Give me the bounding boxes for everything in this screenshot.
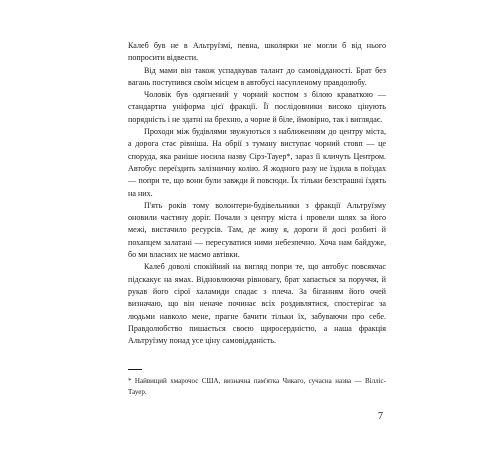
paragraph-2: Від мами він також успадкував талант до самовідданості. Брат без вагань поступився своїм місцем в автобусі насупленому правдолюбу. bbox=[128, 65, 386, 87]
paragraph-6: Калеб доволі спокійний на вигляд попри те, що автобус повсякчас підскакує на ямах. Відновлюючи рівновагу, брат хапається за поруччя, й рукав його сірої халамиди спадає з плеча. За біганням його очей визначаю, що він неначе починає всіх роздивлятися, спостерігає за людьми навколо мене, прагне бачити тільки їх, забуваючи про себе. Правдолюбство пишається своєю щиросердністю, а наша фракція Альтруїзму понад усе ціну самовідданість. bbox=[128, 262, 386, 346]
paragraph-3: Чоловік був одягнений у чорний костюм з білою краваткою — стандартна уніформа цієї фракції. Її послідовники високо цінують порядність і не здатні на брехню, а чорне й біле, ймовірно, так і виглядає. bbox=[128, 90, 386, 124]
paragraph-1: Калеб був не в Альтруїзмі, певна, школярки не могли б від нього попросити відвести. bbox=[128, 41, 386, 63]
paragraph-5: П'ять років тому волонтери-будівельники з фракції Альтруїзму оновили частину доріг. Почали з центру міста і провели шлях за його межі, вистачило ресурсів. Там, де живу я, дороги й досі розбиті й похапцем залатані — пересуватися ними небезпечно. Хоча нам байдуже, бо ми власних не маємо автівки. bbox=[128, 200, 386, 260]
footnote: * Найвищий хмарочос США, визначна пам'ятка Чикаго, сучасна назва — Вілліс-Тауер. bbox=[128, 377, 386, 396]
footnote-divider bbox=[128, 369, 142, 370]
page-number: 7 bbox=[378, 411, 383, 422]
paragraph-4: Проходи між будівлями звужуються з наближенням до центру міста, а дорога стає рівніша. На обрії з туману виступає чорний стовп — це споруда, яка раніше носила назву Сірз-Тауер*, зараз її кличуть Центром. Автобус переїздить залізничну колію. Я жодного разу не їздила в поїздах — попри те, що вони були завжди й повсюди. Їх тільки безстрашні їздять на них. bbox=[128, 127, 386, 198]
main-text bbox=[128, 40, 386, 347]
